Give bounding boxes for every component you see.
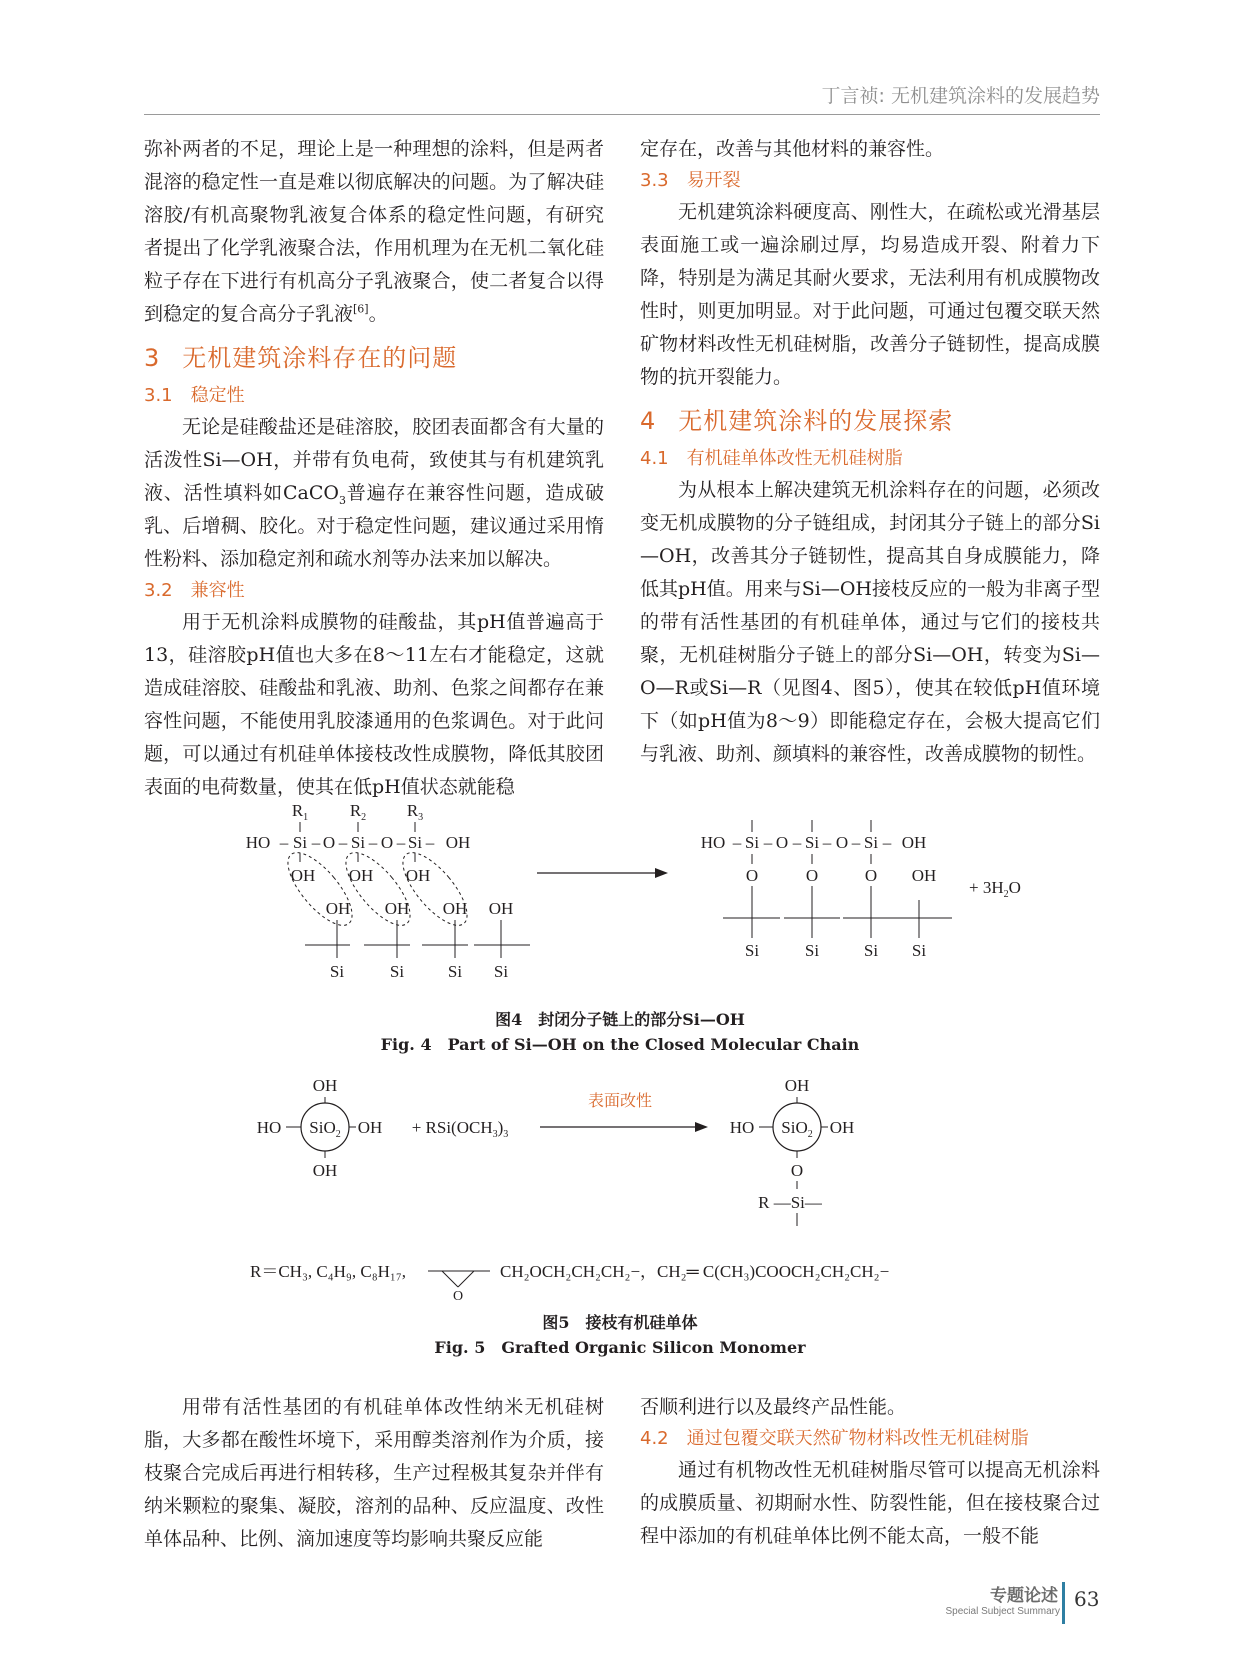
svg-text:–: – bbox=[338, 833, 348, 852]
si-label: Si bbox=[350, 833, 366, 852]
r3-label: $R_3$ bbox=[406, 801, 424, 823]
section-4-1-heading: 4.1 有机硅单体改性无机硅树脂 bbox=[640, 448, 903, 469]
svg-text:–: – bbox=[851, 833, 861, 852]
svg-text:O: O bbox=[775, 833, 789, 852]
svg-text:Si: Si bbox=[329, 962, 345, 981]
footer-divider bbox=[1062, 1582, 1065, 1624]
svg-text:Si: Si bbox=[804, 941, 820, 960]
svg-text:HO: HO bbox=[700, 833, 726, 852]
svg-text:OH: OH bbox=[901, 833, 927, 852]
oh-label: OH bbox=[445, 833, 471, 852]
svg-text:Si: Si bbox=[863, 833, 879, 852]
left-column-top bbox=[144, 133, 604, 804]
svg-text:Si: Si bbox=[493, 962, 509, 981]
arrow-label: 表面改性 bbox=[587, 1091, 653, 1110]
right-column-bottom bbox=[640, 1391, 1100, 1553]
figure-5-caption-cn: 图5 接枝有机硅单体 bbox=[542, 1313, 698, 1332]
svg-text:O: O bbox=[835, 833, 849, 852]
svg-text:OH: OH bbox=[348, 866, 374, 885]
left-column-bottom bbox=[144, 1391, 604, 1556]
paragraph: 用于无机涂料成膜物的硅酸盐，其pH值普遍高于13，硅溶胶pH值也大多在8～11左右才能稳定，这就造成硅溶胶、硅酸盐和乳液、助剂、色浆之间都存在兼容性问题，不能使用乳胶漆通用的色浆调色。对于此问题，可以通过有机硅单体接枝改性成膜物，降低其胶团表面的电荷数量，使其在低pH值状态就能稳 bbox=[144, 611, 604, 798]
svg-text:Si: Si bbox=[744, 833, 760, 852]
water-product: + $3H_2O$ bbox=[969, 878, 1021, 900]
footer-section-label: 专题论述 bbox=[990, 1586, 1058, 1606]
svg-text:–: – bbox=[368, 833, 378, 852]
svg-text:–: – bbox=[882, 833, 892, 852]
svg-text:OH: OH bbox=[357, 1118, 383, 1137]
svg-text:OH: OH bbox=[312, 1161, 338, 1180]
svg-text:Si: Si bbox=[804, 833, 820, 852]
sio2-label: SiO$_2$ bbox=[309, 1118, 341, 1140]
header-title: 丁言祯: 无机建筑涂料的发展趋势 bbox=[821, 85, 1100, 107]
paragraph: 定存在，改善与其他材料的兼容性。 bbox=[640, 138, 945, 160]
section-4-2-heading: 4.2 通过包覆交联天然矿物材料改性无机硅树脂 bbox=[640, 1428, 1029, 1449]
svg-text:OH: OH bbox=[384, 899, 410, 918]
paragraph: 通过有机物改性无机硅树脂尽管可以提高无机涂料的成膜质量、初期耐水性、防裂性能，但在接枝聚合过程中添加的有机硅单体比例不能太高，一般不能 bbox=[640, 1459, 1100, 1547]
paragraph: 否顺利进行以及最终产品性能。 bbox=[640, 1396, 907, 1418]
svg-text:Si: Si bbox=[447, 962, 463, 981]
figure-4-caption-en: Fig. 4 Part of Si—OH on the Closed Molecular Chain bbox=[380, 1035, 860, 1054]
svg-text:OH: OH bbox=[488, 899, 514, 918]
svg-text:–: – bbox=[763, 833, 773, 852]
si-label: Si bbox=[292, 833, 308, 852]
dashed-ellipse bbox=[277, 843, 362, 935]
paragraph: 无机建筑涂料硬度高、刚性大，在疏松或光滑基层表面施工或一遍涂刷过厚，均易造成开裂、附着力下降，特别是为满足其耐火要求，无法利用有机成膜物改性时，则更加明显。对于此问题，可通过包覆交联天然矿物材料改性无机硅树脂，改善分子链韧性，提高成膜物的抗开裂能力。 bbox=[640, 201, 1100, 388]
section-3-heading: 3 无机建筑涂料存在的问题 bbox=[144, 344, 458, 372]
svg-text:–: – bbox=[396, 833, 406, 852]
svg-text:Si: Si bbox=[389, 962, 405, 981]
reagent-label: + $RSi(OCH_3)_3$ bbox=[411, 1118, 509, 1140]
figure-5-caption-en: Fig. 5 Grafted Organic Silicon Monomer bbox=[434, 1338, 806, 1357]
svg-text:OH: OH bbox=[829, 1118, 855, 1137]
paragraph: 为从根本上解决建筑无机涂料存在的问题，必须改变无机成膜物的分子链组成，封闭其分子链上的部分Si—OH，改善其分子链韧性，提高其自身成膜能力，降低其pH值。用来与Si—OH接枝反应的一般为非离子型的带有活性基团的有机硅单体，通过与它们的接枝共聚，无机硅树脂分子链上的部分Si—OH，转变为Si—O—R或Si—R（见图4、图5），使其在较低pH值环境下（如pH值为8～9）即能稳定存在，会极大提高它们与乳液、助剂、颜填料的兼容性，改善成膜物的韧性。 bbox=[640, 479, 1100, 765]
svg-text:HO: HO bbox=[729, 1118, 755, 1137]
paragraph: 用带有活性基团的有机硅单体改性纳米无机硅树脂，大多都在酸性坏境下，采用醇类溶剂作为介质，接枝聚合完成后再进行相转移，生产过程极其复杂并伴有纳米颗粒的聚集、凝胶，溶剂的品种、反应温度、改性单体品种、比例、滴加速度等均影响共聚反应能 bbox=[144, 1396, 604, 1550]
svg-text:O: O bbox=[745, 866, 759, 885]
svg-text:HO: HO bbox=[256, 1118, 282, 1137]
r1-label: $R_1$ bbox=[291, 801, 309, 823]
svg-text:Si: Si bbox=[863, 941, 879, 960]
svg-text:SiO2: SiO$_2$ bbox=[781, 1118, 813, 1140]
svg-text:O: O bbox=[805, 866, 819, 885]
grafted-si-label: R —Si— bbox=[758, 1193, 822, 1212]
paragraph: 弥补两者的不足，理论上是一种理想的涂料，但是两者混溶的稳定性一直是难以彻底解决的问题。为了解决硅溶胶/有机高聚物乳液复合体系的稳定性问题，有研究者提出了化学乳液聚合法，作用机理为在无机二氧化硅粒子存在下进行有机高分子乳液聚合，使二者复合以得到稳定的复合高分子乳液[6]。 bbox=[144, 138, 604, 325]
svg-text:–: – bbox=[279, 833, 289, 852]
section-3-1-heading: 3.1 稳定性 bbox=[144, 385, 245, 406]
svg-text:Si: Si bbox=[744, 941, 760, 960]
paragraph: 无论是硅酸盐还是硅溶胶，胶团表面都含有大量的活泼性Si—OH，并带有负电荷，致使其与有机建筑乳液、活性填料如CaCO$_3$普遍存在兼容性问题，造成破乳、后增稠、胶化。对于稳定性问题，建议通过采用惰性粉料、添加稳定剂和疏水剂等办法来加以解决。 bbox=[144, 416, 604, 570]
svg-text:OH: OH bbox=[911, 866, 937, 885]
svg-text:–: – bbox=[425, 833, 435, 852]
section-3-3-heading: 3.3 易开裂 bbox=[640, 170, 741, 191]
page-number: 63 bbox=[1074, 1587, 1100, 1611]
svg-text:O: O bbox=[864, 866, 878, 885]
svg-text:O: O bbox=[380, 833, 394, 852]
r2-label: $R_2$ bbox=[349, 801, 367, 823]
svg-text:–: – bbox=[732, 833, 742, 852]
ho-label: HO bbox=[245, 833, 271, 852]
r-definition-2: CH₂OCH₂CH₂CH₂−，CH₂═ C(CH₃)COOCH₂CH₂CH₂− bbox=[500, 1262, 890, 1281]
figure-4-caption-cn: 图4 封闭分子链上的部分Si—OH bbox=[495, 1010, 745, 1029]
svg-text:OH: OH bbox=[442, 899, 468, 918]
dashed-ellipse bbox=[392, 843, 477, 935]
right-column-top bbox=[640, 133, 1100, 771]
svg-text:–: – bbox=[822, 833, 832, 852]
section-3-2-heading: 3.2 兼容性 bbox=[144, 580, 245, 601]
svg-text:O: O bbox=[322, 833, 336, 852]
silica-particle bbox=[301, 1103, 349, 1151]
svg-text:OH: OH bbox=[784, 1076, 810, 1095]
svg-text:–: – bbox=[792, 833, 802, 852]
si-label: Si bbox=[407, 833, 423, 852]
r-definition: R＝CH₃, C₄H₉, C₈H₁₇, bbox=[250, 1262, 406, 1281]
section-4-heading: 4 无机建筑涂料的发展探索 bbox=[640, 407, 954, 435]
dashed-ellipse bbox=[335, 843, 420, 935]
svg-text:O: O bbox=[452, 1289, 464, 1304]
svg-text:Si: Si bbox=[911, 941, 927, 960]
running-header bbox=[144, 84, 1100, 115]
svg-text:OH: OH bbox=[405, 866, 431, 885]
svg-text:OH: OH bbox=[325, 899, 351, 918]
svg-text:–: – bbox=[311, 833, 321, 852]
svg-text:OH: OH bbox=[290, 866, 316, 885]
footer-section-label-en: Special Subject Summary bbox=[945, 1606, 1060, 1617]
svg-text:O: O bbox=[790, 1161, 804, 1180]
oh-label: OH bbox=[312, 1076, 338, 1095]
silica-particle bbox=[773, 1103, 821, 1151]
